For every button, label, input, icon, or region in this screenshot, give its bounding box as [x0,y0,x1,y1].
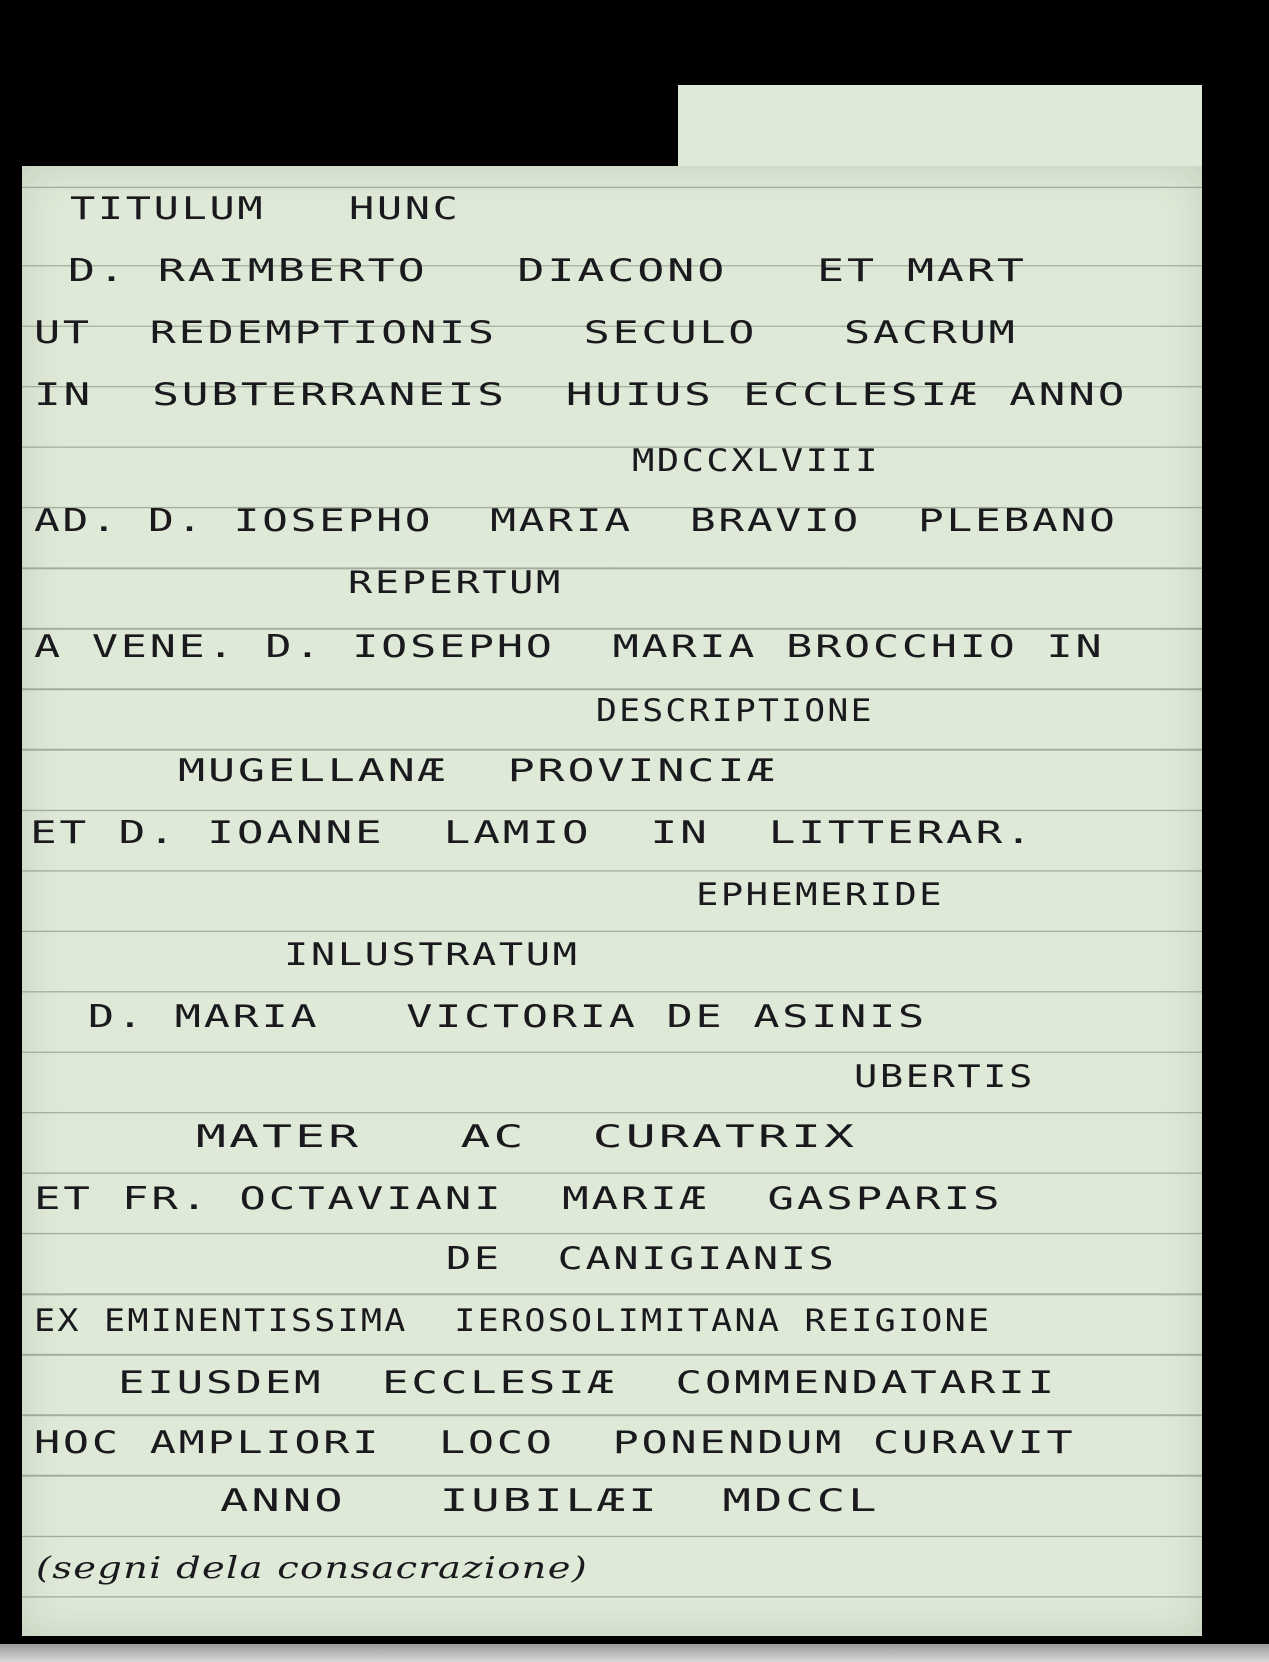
transcription-line-13: INLUSTRATUM [284,937,580,973]
transcription-line-7: REPERTUM [348,565,563,601]
index-card [22,166,1202,1636]
transcription-line-4: IN SUBTERRANEIS HUIUS ECCLESIÆ ANNO [34,377,1128,413]
bottom-edge-strip [0,1644,1269,1662]
card-top-tab [678,85,1202,167]
transcription-line-22: ANNO IUBILÆI MDCCL [220,1483,880,1519]
transcription-line-17: ET FR. OCTAVIANI MARIÆ GASPARIS [34,1181,1003,1217]
transcription-line-3: UT REDEMPTIONIS SECULO SACRUM [34,315,1018,351]
transcription-line-19: EX EMINENTISSIMA IEROSOLIMITANA REIGIONE [34,1303,992,1339]
transcription-line-14: D. MARIA VICTORIA DE ASINIS [88,999,927,1035]
transcription-line-10: MUGELLANÆ PROVINCIÆ [178,753,778,789]
transcription-line-2: D. RAIMBERTO DIACONO ET MART [68,253,1027,289]
transcription-line-5: MDCCXLVIII [632,443,880,479]
transcription-line-21: HOC AMPLIORI LOCO PONENDUM CURAVIT [34,1425,1076,1461]
transcription-line-18: DE CANIGIANIS [446,1241,837,1277]
transcription-line-20: EIUSDEM ECCLESIÆ COMMENDATARII [118,1365,1057,1401]
transcription-line-8: A VENE. D. IOSEPHO MARIA BROCCHIO IN [34,629,1105,665]
transcription-line-11: ET D. IOANNE LAMIO IN LITTERAR. [30,815,1035,851]
transcription-line-12: EPHEMERIDE [696,877,944,913]
transcription-line-15: UBERTIS [854,1059,1035,1095]
transcription-line-6: AD. D. IOSEPHO MARIA BRAVIO PLEBANO [34,503,1118,539]
transcription-line-16: MATER AC CURATRIX [196,1119,858,1155]
transcription-line-1: TITULUM HUNC [70,191,461,227]
handwritten-note: (segni dela consacrazione) [36,1551,588,1586]
transcription-line-9: DESCRIPTIONE [596,693,874,729]
